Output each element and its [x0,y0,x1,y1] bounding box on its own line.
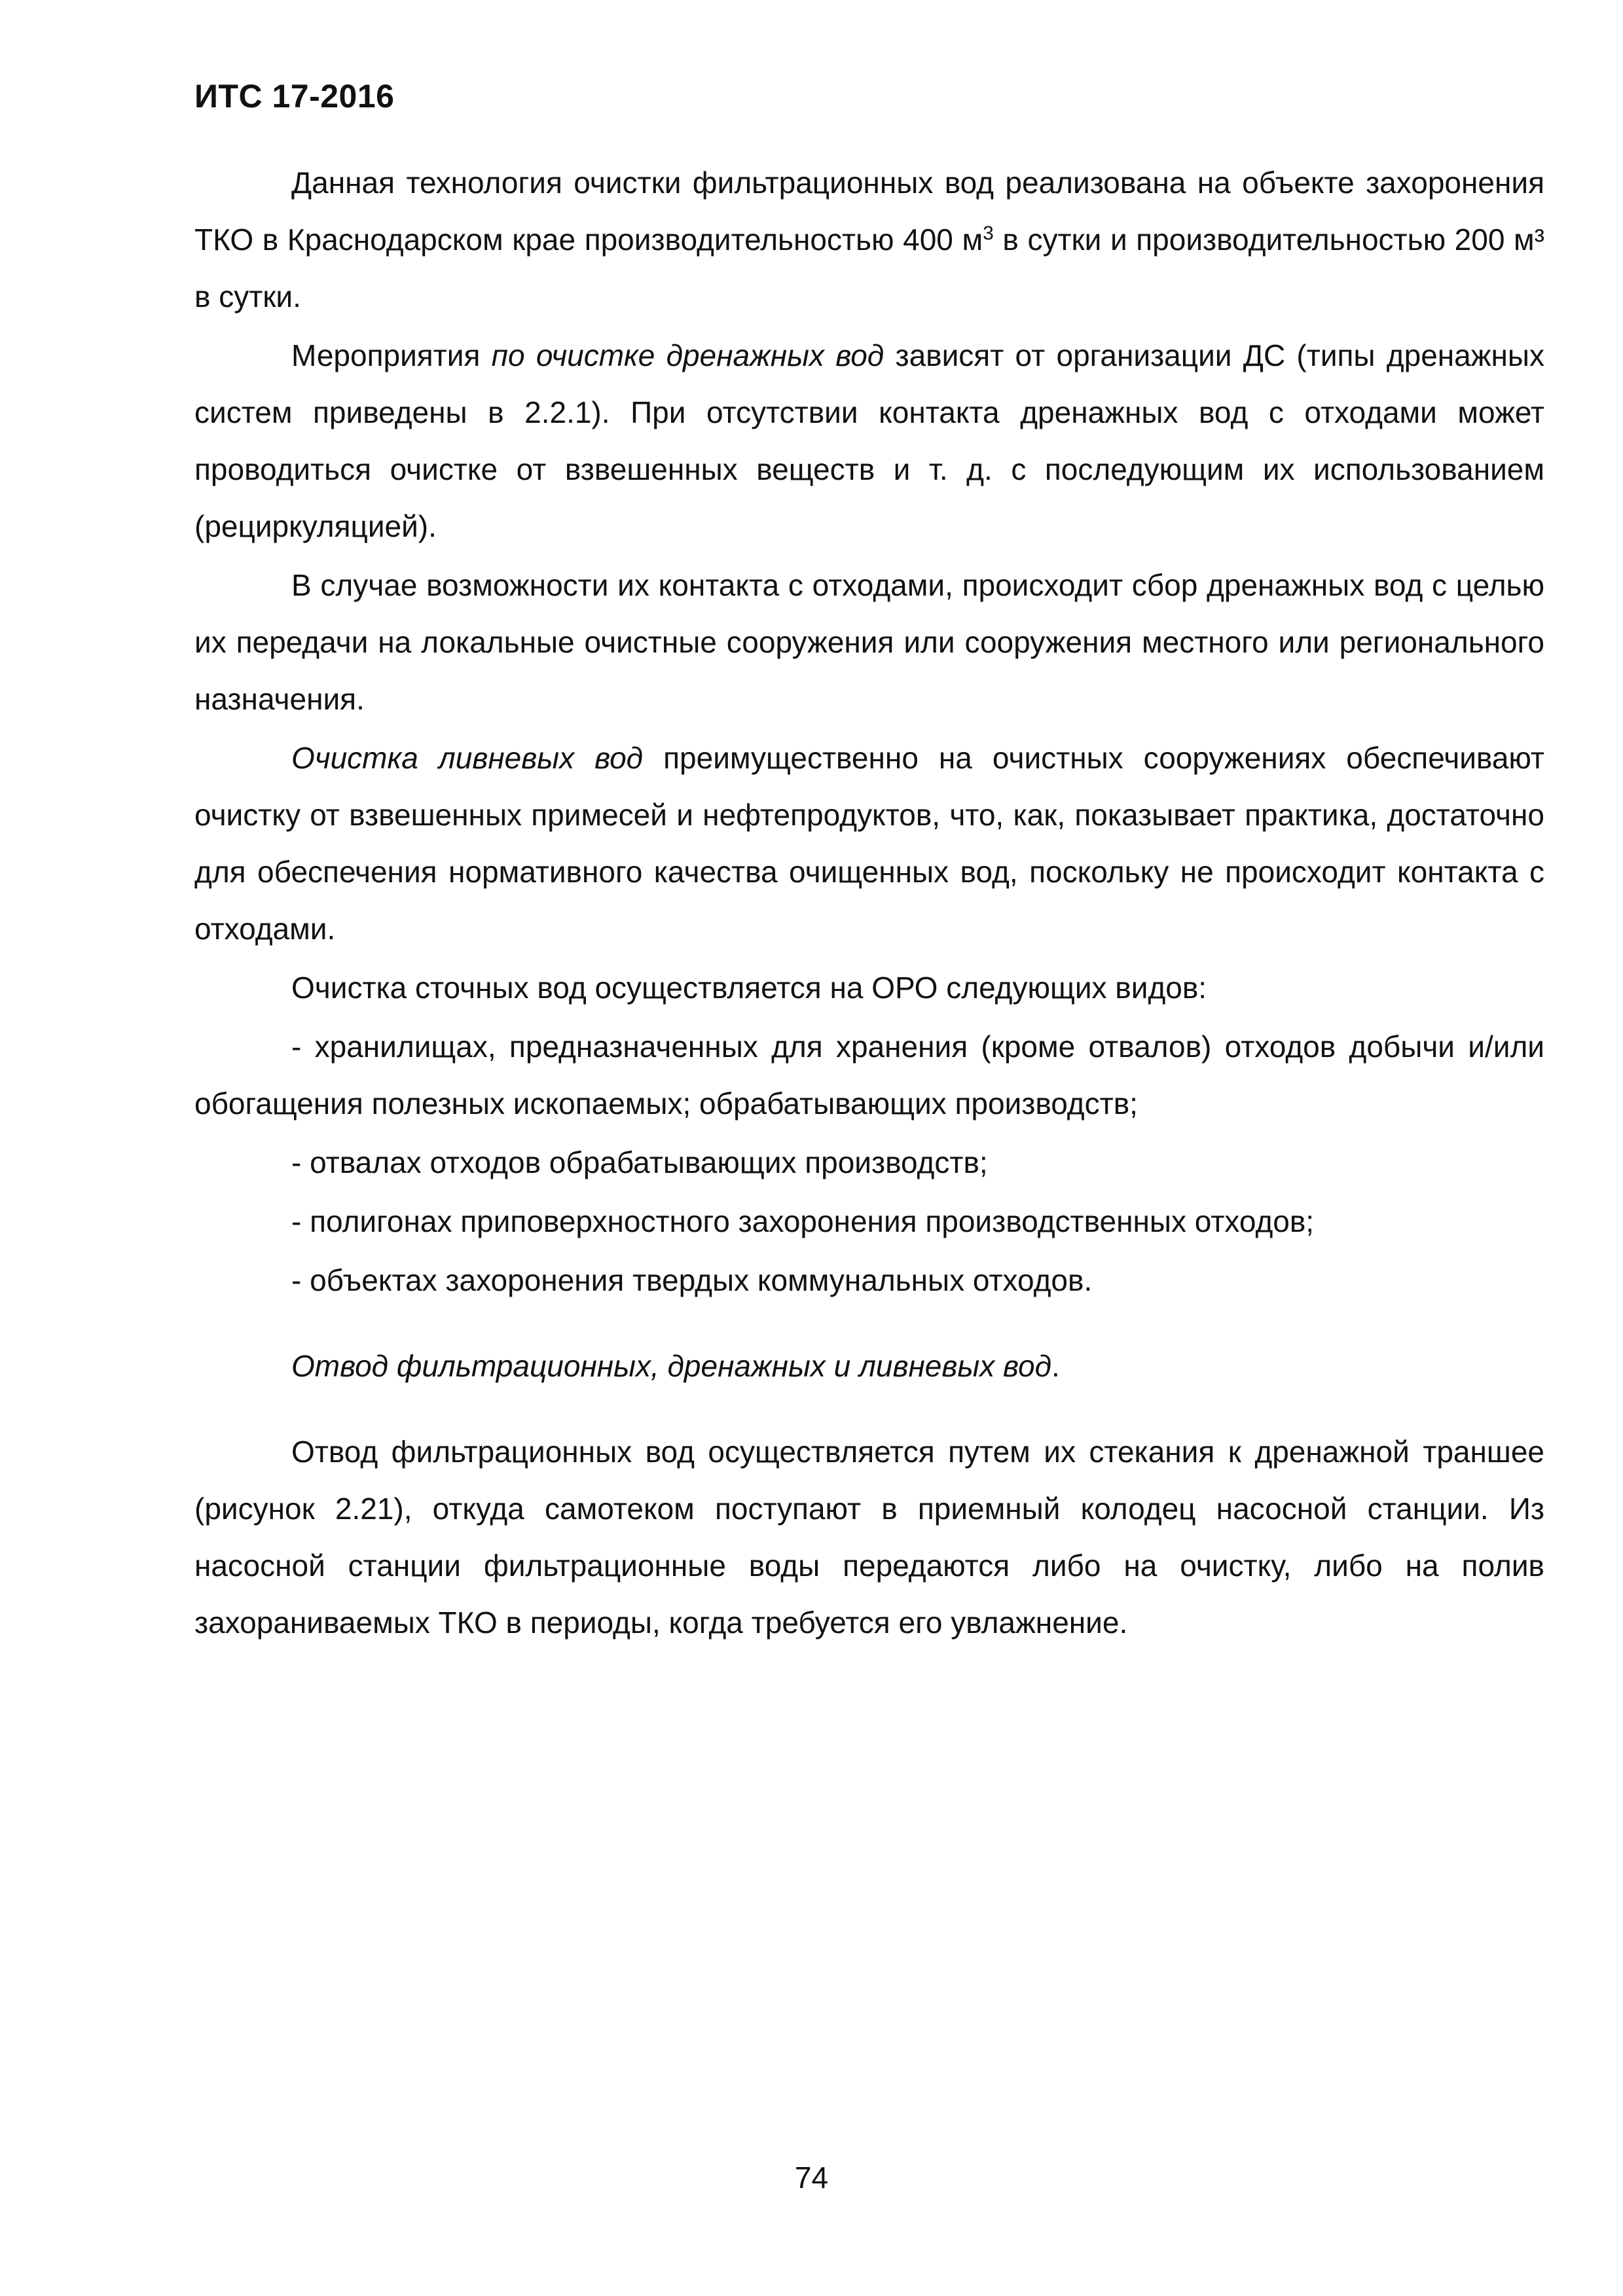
italic-term: по очистке дренажных вод [491,338,884,372]
paragraph-filtration-drainage: Отвод фильтрационных вод осуществляется путем их стекания к дренажной траншее (рисунок 2.21), откуда самотеком поступают в приемный колодец насосной станции. Из насосной станции фильтрационные воды передаются либо на очистку, либо на полив захораниваемых ТКО в периоды, когда требуется его увлажнение. [194,1435,1544,1640]
italic-term: Очистка ливневых вод [291,741,644,775]
list-item: - отвалах отходов обрабатывающих производств; [291,1145,988,1179]
document-body [194,154,1544,1651]
paragraph-stormwater [194,730,1544,958]
paragraph-wastewater-intro: Очистка сточных вод осуществляется на ОРО следующих видов: [291,971,1207,1005]
document-header: ИТС 17-2016 [194,78,395,115]
paragraph-text: зависят от организации ДС (типы дренажных систем приведены в 2.2.1). При отсутствии контакта дренажных вод с отходами может проводиться очистке от взвешенных веществ и т. д. с последующим их использованием (рециркуляцией). [194,338,1544,543]
paragraph-text: в сутки и производительностью 200 м³ в сутки. [194,223,1544,314]
paragraph-text: Мероприятия [291,338,492,372]
superscript: 3 [983,223,994,244]
paragraph-text: Данная технология очистки фильтрационных вод реализована на объекте захоронения ТКО в Краснодарском крае производительностью 400 м [194,166,1544,257]
subheading-italic: Отвод фильтрационных, дренажных и ливневых вод [291,1349,1052,1383]
list-item: - объектах захоронения твердых коммунальных отходов. [291,1263,1093,1297]
paragraph-drainage-treatment [194,327,1544,555]
subheading-tail: . [1051,1349,1060,1383]
paragraph-contact-case: В случае возможности их контакта с отходами, происходит сбор дренажных вод с целью их передачи на локальные очистные сооружения или сооружения местного или регионального назначения. [194,568,1544,716]
paragraph-filtration-technology [194,154,1544,325]
paragraph-text: преимущественно на очистных сооружениях обеспечивают очистку от взвешенных примесей и нефтепродуктов, что, как, показывает практика, достаточно для обеспечения нормативного качества очищенных вод, поскольку не происходит контакта с отходами. [194,741,1544,946]
list-item: - полигонах приповерхностного захоронения производственных отходов; [291,1204,1315,1238]
page-number: 74 [794,2161,829,2195]
section-subheading [194,1338,1544,1395]
list-item: - хранилищах, предназначенных для хранения (кроме отвалов) отходов добычи и/или обогащения полезных ископаемых; обрабатывающих производств; [194,1030,1544,1121]
